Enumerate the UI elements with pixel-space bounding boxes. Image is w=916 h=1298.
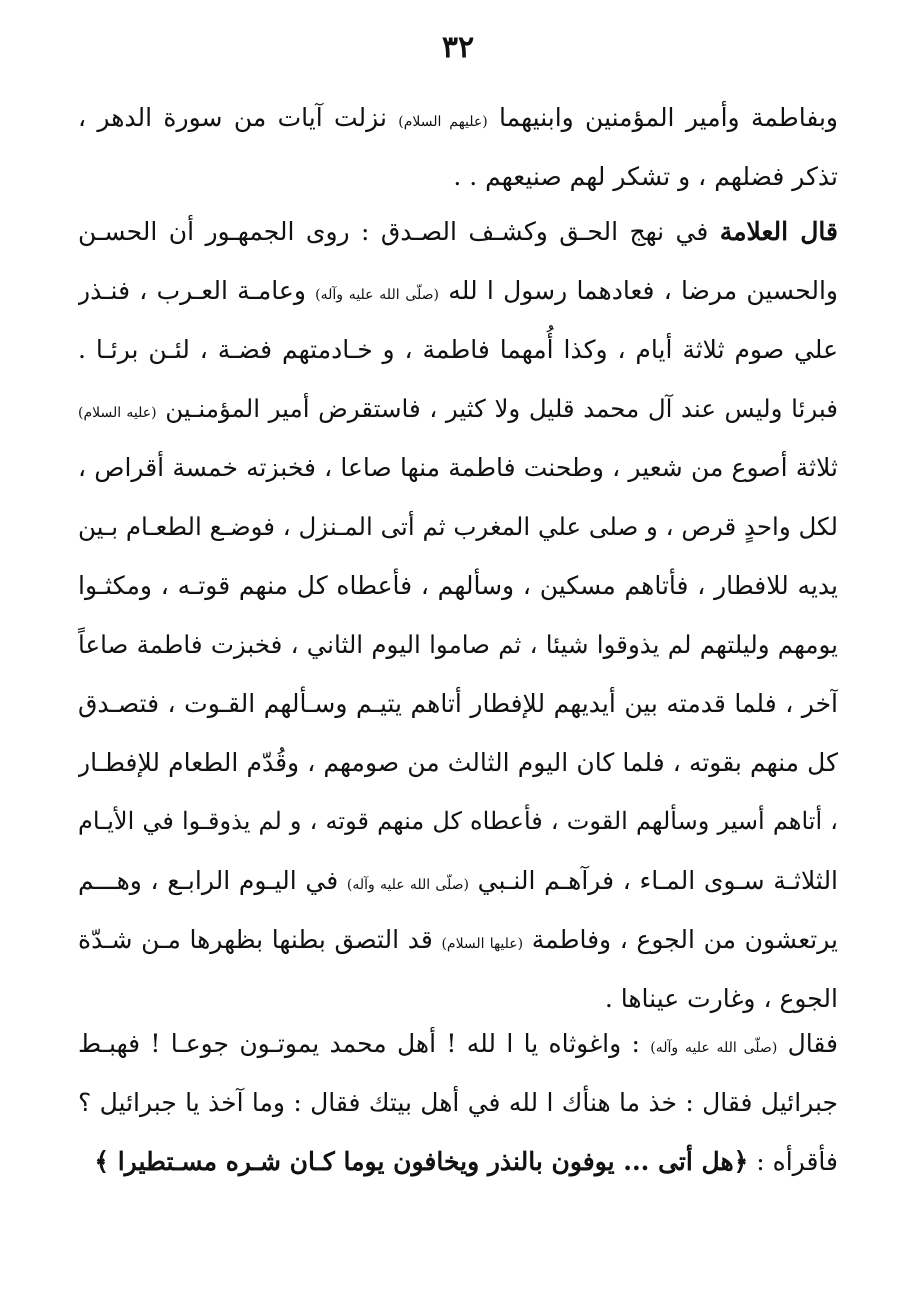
text-line: فقال (صلّى الله عليه وآله) : واغوثاه يا ا لله ! أهل محمد يموتـون جوعـا ! فهبـط: [78, 1029, 838, 1058]
quranic-quote: ﴿هل أتى ... يوفون بالنذر ويخافون يوما كـان شـره مسـتطيرا ﴾: [94, 1147, 749, 1176]
text-line: كل منهم بقوته ، فلما كان اليوم الثالث من صومهم ، وقُدّم الطعام للإفطـار: [78, 748, 838, 777]
text-line: قال العلامة في نهج الحـق وكشـف الصـدق : روى الجمهـور أن الحسـن: [78, 217, 838, 246]
text-line: فبرئا وليس عند آل محمد قليل ولا كثير ، فاستقرض أمير المؤمنـين (عليه السلام): [78, 394, 838, 423]
page-number: ٣٢: [441, 30, 475, 65]
paragraph-3: [78, 1014, 838, 1191]
paragraph-1: [78, 88, 838, 206]
text-line: ثلاثة أصوع من شعير ، وطحنت فاطمة منها صاعا ، فخبزته خمسة أقراص ،: [78, 453, 838, 482]
paragraph-lead: قال العلامة: [719, 217, 838, 246]
text-line: تذكر فضلهم ، و تشكر لهم صنيعهم . .: [453, 162, 838, 191]
text-line: آخر ، فلما قدمته بين أيديهم للإفطار أتاهم يتيـم وسـألهم القـوت ، فتصـدق: [78, 689, 838, 718]
text-line: الجوع ، وغارت عيناها .: [604, 984, 838, 1013]
text-line: الثلاثـة سـوى المـاء ، فرآهـم النـبي (صلّى الله عليه وآله) في اليـوم الرابـع ، وهـــم: [78, 866, 838, 895]
text-line: يومهم وليلتهم لم يذوقوا شيئا ، ثم صاموا اليوم الثاني ، فخبزت فاطمة صاعاً: [78, 630, 838, 659]
text-line: لكل واحدٍ قرص ، و صلى علي المغرب ثم أتى المـنزل ، فوضـع الطعـام بـين: [78, 512, 838, 541]
text-line: علي صوم ثلاثة أيام ، وكذا أُمهما فاطمة ، و خـادمتهم فضـة ، لئـن برئـا .: [78, 335, 838, 364]
text-line: يرتعشون من الجوع ، وفاطمة (عليها السلام) قد التصق بطنها بظهرها مـن شـدّة: [78, 925, 838, 954]
text-line: وبفاطمة وأمير المؤمنين وابنيهما (عليهم السلام) نزلت آيات من سورة الدهر ،: [78, 103, 838, 132]
text-line: والحسين مرضا ، فعادهما رسول ا لله (صلّى الله عليه وآله) وعامـة العـرب ، فنـذر: [78, 276, 838, 305]
text-line: جبرائيل فقال : خذ ما هنأك ا لله في أهل بيتك فقال : وما آخذ يا جبرائيل ؟: [78, 1088, 838, 1117]
paragraph-2: [78, 202, 838, 1028]
text-line: يديه للافطار ، فأتاهم مسكين ، وسألهم ، فأعطاه كل منهم قوتـه ، ومكثـوا: [78, 571, 838, 600]
text-line: فأقرأه : ﴿هل أتى ... يوفون بالنذر ويخافون يوما كـان شـره مسـتطيرا ﴾: [94, 1147, 838, 1176]
text-line: ، أتاهم أسير وسألهم القوت ، فأعطاه كل منهم قوته ، و لم يذوقـوا في الأيـام: [78, 807, 838, 835]
